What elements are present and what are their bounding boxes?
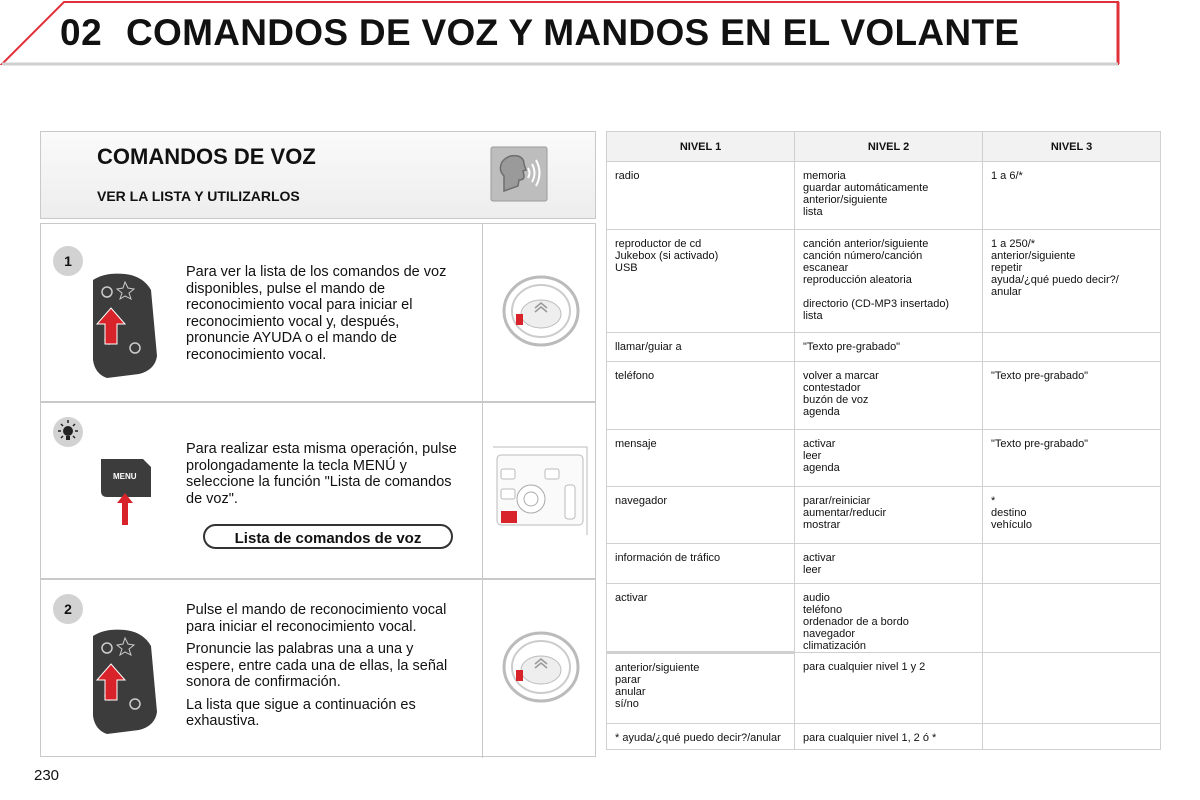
cell-line: reproductor de cd	[615, 238, 702, 250]
cell-line: ayuda/¿qué puedo decir?/	[991, 274, 1119, 286]
cell-line: audio	[803, 592, 830, 604]
chapter-title: COMANDOS DE VOZ Y MANDOS EN EL VOLANTE	[126, 12, 1020, 53]
cell-line: activar	[803, 552, 836, 564]
table-row	[607, 544, 1161, 584]
table-cell	[983, 430, 1161, 487]
cell-line: Jukebox (si activado)	[615, 250, 719, 262]
voice-command-list-button[interactable]: Lista de comandos de voz	[203, 524, 453, 549]
step-1-number: 1	[53, 246, 83, 276]
section-title: COMANDOS DE VOZ	[97, 144, 316, 169]
table-row	[607, 230, 1161, 333]
table-row	[607, 487, 1161, 544]
table-cell	[607, 162, 795, 230]
cell-line: aumentar/reducir	[803, 507, 887, 519]
table-row	[607, 333, 1161, 362]
cell-line: lista	[803, 310, 823, 322]
table-cell	[983, 487, 1161, 544]
cell-line: información de tráfico	[615, 552, 721, 564]
step-2-number: 2	[53, 594, 83, 624]
radio-panel-diagram	[491, 443, 591, 535]
cell-line: *	[991, 495, 996, 507]
cell-line: mostrar	[803, 519, 841, 531]
tip-box	[40, 402, 596, 579]
cell-line: ordenador de a bordo	[803, 616, 909, 628]
step-divider	[482, 403, 483, 580]
cell-line: buzón de voz	[803, 394, 869, 406]
table-cell	[607, 487, 795, 544]
cell-line: para cualquier nivel 1, 2 ó *	[803, 732, 937, 744]
table-cell	[983, 162, 1161, 230]
cell-line: memoria	[803, 170, 846, 182]
step-1-paragraph: Para ver la lista de los comandos de voz disponibles, pulse el mando de reconocimiento vocal para iniciar el reconocimiento vocal y, después, pronuncie AYUDA o el mando de reconocimiento vocal.	[186, 264, 447, 363]
table-cell	[607, 333, 795, 362]
cell-line: anterior/siguiente	[991, 250, 1076, 262]
table-cell	[983, 584, 1161, 653]
cell-line: canción anterior/siguiente	[803, 238, 929, 250]
cell-line: escanear	[803, 262, 849, 274]
cell-line: teléfono	[803, 604, 843, 616]
table-cell	[607, 584, 795, 653]
table-cell	[607, 230, 795, 333]
table-cell	[607, 362, 795, 430]
cell-line: canción número/canción	[803, 250, 923, 262]
cell-line: leer	[803, 450, 822, 462]
cell-line: 1 a 250/*	[991, 238, 1036, 250]
table-cell	[983, 724, 1161, 750]
table-cell	[795, 653, 983, 724]
cell-line: parar	[615, 674, 641, 686]
cell-line: 1 a 6/*	[991, 170, 1023, 182]
table-cell	[795, 333, 983, 362]
cell-line: guardar automáticamente	[803, 182, 929, 194]
step-divider	[482, 224, 483, 403]
table-cell	[983, 333, 1161, 362]
cell-line: vehículo	[991, 519, 1032, 531]
table-cell	[607, 653, 795, 724]
steering-wheel-diagram	[501, 274, 581, 348]
cell-line: llamar/guiar a	[615, 341, 682, 353]
cell-line: anterior/siguiente	[615, 662, 700, 674]
cell-line: volver a marcar	[803, 370, 879, 382]
table-cell	[983, 362, 1161, 430]
cell-line: activar	[803, 438, 836, 450]
section-header	[40, 131, 596, 219]
table-cell	[795, 362, 983, 430]
tip-paragraph: Para realizar esta misma operación, pulse prolongadamente la tecla MENÚ y seleccione la función "Lista de comandos de voz".	[186, 441, 457, 507]
cell-line: "Texto pre-grabado"	[991, 370, 1089, 382]
tip-text	[186, 441, 458, 513]
chapter-number: 02	[60, 12, 103, 53]
table-cell	[983, 230, 1161, 333]
table-cell	[795, 544, 983, 584]
table-row	[607, 362, 1161, 430]
cell-line: activar	[615, 592, 648, 604]
column-header: NIVEL 2	[795, 132, 983, 162]
step-2-text	[186, 602, 458, 736]
cell-line: * ayuda/¿qué puedo decir?/anular	[615, 732, 781, 744]
tip-bulb-icon	[53, 417, 83, 447]
table-row	[607, 584, 1161, 653]
step-1-box	[40, 223, 596, 402]
table-cell	[795, 487, 983, 544]
cell-line: navegador	[615, 495, 667, 507]
cell-line: anular	[615, 686, 646, 698]
cell-line: para cualquier nivel 1 y 2	[803, 661, 926, 673]
cell-line: USB	[615, 262, 638, 274]
cell-line: navegador	[803, 628, 855, 640]
step-2-paragraph: Pronuncie las palabras una a una y espere, entre cada una de ellas, la señal sonora de confirmación.	[186, 641, 448, 690]
steering-wheel-diagram	[501, 630, 581, 704]
table-cell	[983, 544, 1161, 584]
menu-key-label: MENU	[113, 472, 137, 481]
table-cell	[795, 724, 983, 750]
table-cell	[795, 162, 983, 230]
table-row	[607, 653, 1161, 724]
table-cell	[983, 653, 1161, 724]
step-2-paragraph: La lista que sigue a continuación es exhaustiva.	[186, 696, 416, 729]
step-divider	[482, 580, 483, 758]
cell-line: "Texto pre-grabado"	[803, 341, 901, 353]
step-2-paragraph: Pulse el mando de reconocimiento vocal para iniciar el reconocimiento vocal.	[186, 602, 447, 635]
cell-line: repetir	[991, 262, 1023, 274]
step-1-text	[186, 264, 458, 369]
cell-line: agenda	[803, 462, 840, 474]
cell-line: contestador	[803, 382, 861, 394]
menu-key-icon	[99, 455, 155, 527]
voice-command-icon	[490, 146, 548, 202]
cell-line: teléfono	[615, 370, 655, 382]
cell-line: anterior/siguiente	[803, 194, 888, 206]
table-row	[607, 162, 1161, 230]
cell-line: parar/reiniciar	[803, 495, 871, 507]
table-cell	[795, 584, 983, 653]
cell-line: radio	[615, 170, 640, 182]
cell-line: climatización	[803, 640, 866, 652]
steering-voice-control-icon	[85, 270, 165, 380]
cell-line: mensaje	[615, 438, 657, 450]
section-subtitle: VER LA LISTA Y UTILIZARLOS	[97, 188, 300, 204]
cell-line: directorio (CD-MP3 insertado)	[803, 298, 950, 310]
step-2-box	[40, 579, 596, 757]
column-header: NIVEL 1	[607, 132, 795, 162]
cell-line: leer	[803, 564, 822, 576]
cell-line: sí/no	[615, 698, 639, 710]
page-number: 230	[34, 767, 60, 784]
cell-line: agenda	[803, 406, 840, 418]
cell-line: lista	[803, 206, 823, 218]
table-cell	[795, 230, 983, 333]
table-header-row	[607, 132, 1161, 162]
table-cell	[607, 430, 795, 487]
steering-voice-control-icon	[85, 626, 165, 736]
voice-commands-table	[606, 131, 1161, 750]
table-cell	[795, 430, 983, 487]
cell-line: anular	[991, 286, 1022, 298]
cell-line: reproducción aleatoria	[803, 274, 912, 286]
chapter-header	[0, 0, 1120, 66]
cell-line	[803, 286, 974, 298]
table-cell	[607, 724, 795, 750]
cell-line: destino	[991, 507, 1027, 519]
table-row	[607, 724, 1161, 750]
column-header: NIVEL 3	[983, 132, 1161, 162]
table-cell	[607, 544, 795, 584]
table-row	[607, 430, 1161, 487]
cell-line: "Texto pre-grabado"	[991, 438, 1089, 450]
